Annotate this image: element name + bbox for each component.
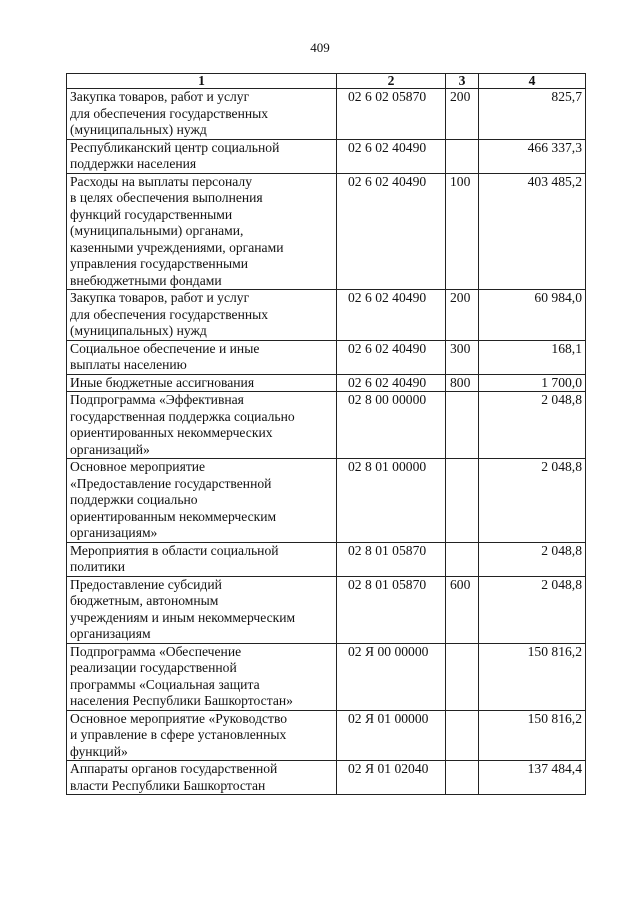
row-code: 02 8 01 05870 xyxy=(337,576,446,643)
table-header xyxy=(67,74,586,89)
row-name-line: реализации государственной xyxy=(70,660,237,675)
row-name xyxy=(67,139,337,173)
row-name xyxy=(67,173,337,290)
row-name-line: для обеспечения государственных xyxy=(70,306,269,322)
table-row xyxy=(67,173,586,290)
table-row xyxy=(67,374,586,392)
row-name-line: Закупка товаров, работ и услуг xyxy=(70,89,250,104)
row-name-line: Расходы на выплаты персоналу xyxy=(70,173,252,189)
row-name-line: организациям xyxy=(70,626,151,641)
row-code: 02 Я 01 02040 xyxy=(337,761,446,795)
row-name-line: программы «Социальная защита xyxy=(70,676,260,692)
row-amount: 2 048,8 xyxy=(479,576,586,643)
row-name-line: ориентированных некоммерческих xyxy=(70,425,273,440)
row-amount: 1 700,0 xyxy=(479,374,586,392)
row-name-line: функций государственными xyxy=(70,206,233,222)
row-name xyxy=(67,542,337,576)
row-expense-type xyxy=(446,542,479,576)
row-expense-type: 800 xyxy=(446,374,479,392)
column-header-4: 4 xyxy=(479,74,586,89)
table-row xyxy=(67,710,586,761)
table-body xyxy=(67,89,586,795)
row-name xyxy=(67,761,337,795)
row-name-line: власти Республики Башкортостан xyxy=(70,777,266,793)
row-amount: 825,7 xyxy=(479,89,586,140)
row-code: 02 6 02 05870 xyxy=(337,89,446,140)
row-name-line: управления государственными xyxy=(70,256,248,271)
row-name-line: Предоставление субсидий xyxy=(70,576,222,592)
row-name-line: «Предоставление государственной xyxy=(70,475,272,491)
row-name xyxy=(67,340,337,374)
header-row xyxy=(67,74,586,89)
row-expense-type xyxy=(446,643,479,710)
table-row xyxy=(67,542,586,576)
table-row xyxy=(67,643,586,710)
row-name xyxy=(67,643,337,710)
row-expense-type xyxy=(446,459,479,543)
table-row xyxy=(67,576,586,643)
row-name xyxy=(67,290,337,341)
table-row xyxy=(67,290,586,341)
row-name-line: Подпрограмма «Обеспечение xyxy=(70,643,242,659)
row-name-line: Иные бюджетные ассигнования xyxy=(70,374,255,390)
row-name-line: Мероприятия в области социальной xyxy=(70,542,279,558)
table-row xyxy=(67,139,586,173)
row-name-line: бюджетным, автономным xyxy=(70,593,219,608)
row-name-line: Социальное обеспечение и иные xyxy=(70,340,260,356)
row-code: 02 8 01 05870 xyxy=(337,542,446,576)
row-expense-type: 200 xyxy=(446,290,479,341)
row-name-line: политики xyxy=(70,559,126,574)
row-name-line: в целях обеспечения выполнения xyxy=(70,190,263,205)
row-amount: 150 816,2 xyxy=(479,643,586,710)
row-expense-type xyxy=(446,710,479,761)
row-name-line: организаций» xyxy=(70,441,150,457)
row-code: 02 6 02 40490 xyxy=(337,139,446,173)
table-row xyxy=(67,761,586,795)
row-name xyxy=(67,576,337,643)
table-row xyxy=(67,89,586,140)
row-name-line: (муниципальных) нужд xyxy=(70,323,207,338)
row-expense-type: 600 xyxy=(446,576,479,643)
row-name-line: населения Республики Башкортостан» xyxy=(70,693,293,708)
row-name-line: и управление в сфере установленных xyxy=(70,727,287,742)
row-code: 02 Я 01 00000 xyxy=(337,710,446,761)
row-amount: 2 048,8 xyxy=(479,459,586,543)
budget-table xyxy=(66,73,586,795)
row-name-line: поддержки населения xyxy=(70,156,197,171)
column-header-3: 3 xyxy=(446,74,479,89)
row-name-line: (муниципальных) нужд xyxy=(70,122,207,137)
row-name-line: учреждениям и иным некоммерческим xyxy=(70,609,296,625)
row-name xyxy=(67,392,337,459)
table-row xyxy=(67,392,586,459)
row-name-line: (муниципальными) органами, xyxy=(70,223,244,238)
row-expense-type xyxy=(446,139,479,173)
row-amount: 2 048,8 xyxy=(479,392,586,459)
row-amount: 137 484,4 xyxy=(479,761,586,795)
row-name-line: Аппараты органов государственной xyxy=(70,761,278,776)
table-row xyxy=(67,459,586,543)
row-code: 02 6 02 40490 xyxy=(337,290,446,341)
row-name-line: внебюджетными фондами xyxy=(70,272,222,288)
row-expense-type: 300 xyxy=(446,340,479,374)
row-name-line: Подпрограмма «Эффективная xyxy=(70,392,244,407)
row-amount: 150 816,2 xyxy=(479,710,586,761)
row-code: 02 8 01 00000 xyxy=(337,459,446,543)
row-name-line: функций» xyxy=(70,743,128,759)
row-amount: 60 984,0 xyxy=(479,290,586,341)
row-name xyxy=(67,459,337,543)
page-number: 409 xyxy=(310,40,330,55)
column-header-1: 1 xyxy=(67,74,337,89)
row-code: 02 8 00 00000 xyxy=(337,392,446,459)
row-name-line: для обеспечения государственных xyxy=(70,105,269,121)
row-amount: 403 485,2 xyxy=(479,173,586,290)
row-name-line: Закупка товаров, работ и услуг xyxy=(70,290,250,305)
row-code: 02 6 02 40490 xyxy=(337,340,446,374)
row-expense-type xyxy=(446,761,479,795)
row-name xyxy=(67,710,337,761)
row-name xyxy=(67,89,337,140)
row-name-line: организациям» xyxy=(70,525,158,540)
row-expense-type: 200 xyxy=(446,89,479,140)
row-name-line: выплаты населению xyxy=(70,357,187,372)
row-name-line: Республиканский центр социальной xyxy=(70,139,280,155)
row-name-line: казенными учреждениями, органами xyxy=(70,239,284,255)
row-name xyxy=(67,374,337,392)
row-name-line: Основное мероприятие xyxy=(70,459,206,474)
row-name-line: поддержки социально xyxy=(70,492,198,507)
row-code: 02 6 02 40490 xyxy=(337,173,446,290)
row-amount: 2 048,8 xyxy=(479,542,586,576)
row-code: 02 Я 00 00000 xyxy=(337,643,446,710)
row-code: 02 6 02 40490 xyxy=(337,374,446,392)
row-amount: 466 337,3 xyxy=(479,139,586,173)
table-row xyxy=(67,340,586,374)
row-name-line: ориентированным некоммерческим xyxy=(70,508,277,524)
row-name-line: Основное мероприятие «Руководство xyxy=(70,710,288,726)
row-expense-type xyxy=(446,392,479,459)
column-header-2: 2 xyxy=(337,74,446,89)
row-name-line: государственная поддержка социально xyxy=(70,408,295,424)
row-expense-type: 100 xyxy=(446,173,479,290)
row-amount: 168,1 xyxy=(479,340,586,374)
